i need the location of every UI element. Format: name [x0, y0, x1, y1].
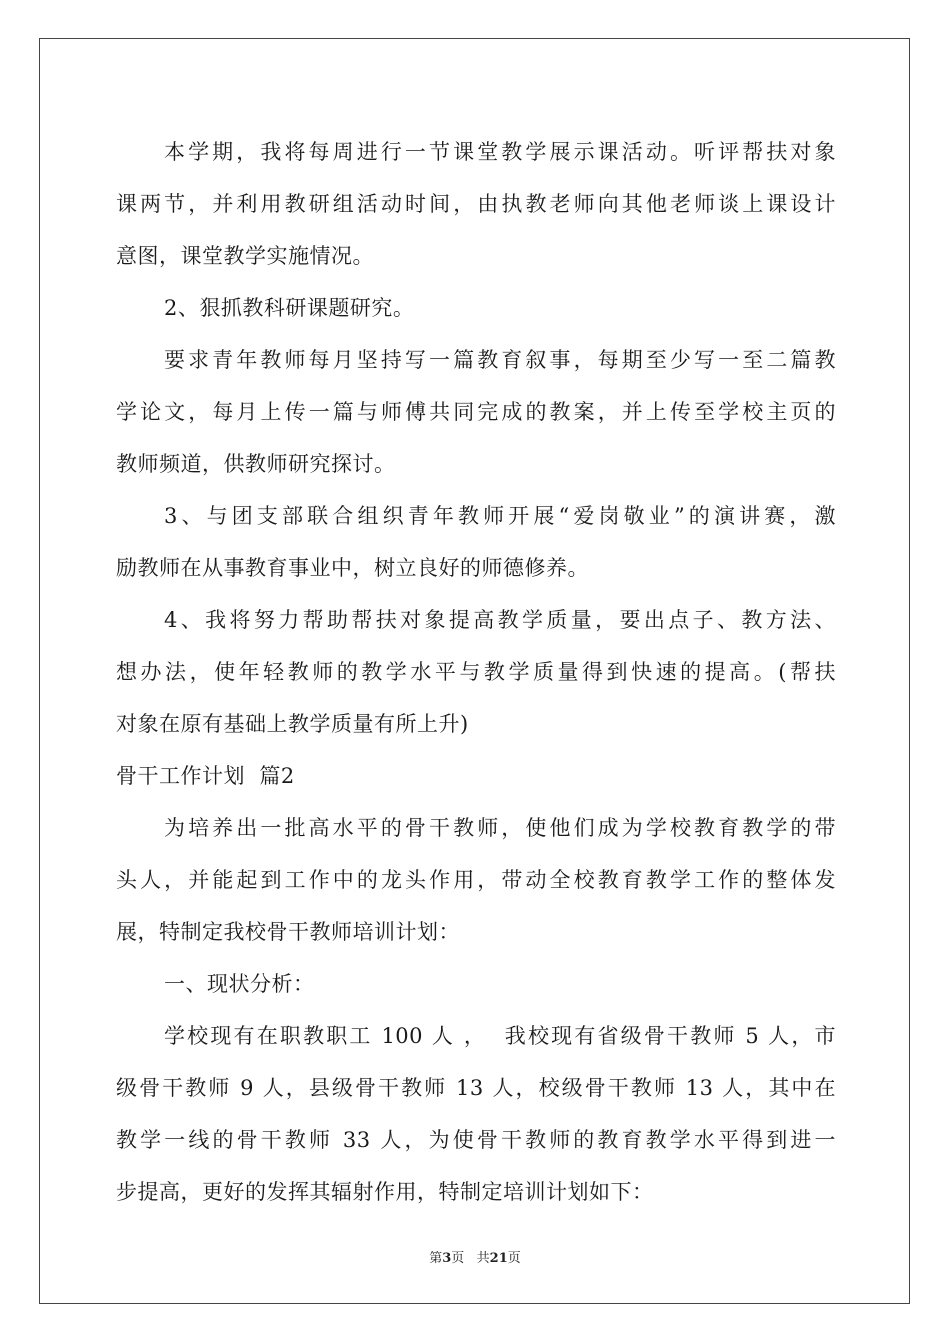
footer-middle: 页 共	[451, 1251, 490, 1266]
paragraph-line: 头人，并能起到工作中的龙头作用，带动全校教育教学工作的整体发	[116, 868, 836, 892]
total-page-number: 21	[489, 1251, 508, 1266]
paragraph-line: 教学一线的骨干教师 33 人，为使骨干教师的教育教学水平得到进一	[116, 1128, 836, 1152]
current-page-number: 3	[442, 1251, 452, 1266]
footer-prefix: 第	[429, 1251, 443, 1266]
paragraph-line: 教师频道，供教师研究探讨。	[116, 452, 396, 476]
paragraph-line: 本学期，我将每周进行一节课堂教学展示课活动。听评帮扶对象	[164, 140, 836, 164]
paragraph-line: 对象在原有基础上教学质量有所上升)	[116, 712, 469, 736]
paragraph-line: 学校现有在职教职工 100 人 ， 我校现有省级骨干教师 5 人，市	[164, 1024, 836, 1048]
subsection-heading: 一、现状分析：	[164, 972, 315, 996]
paragraph-line: 4、我将努力帮助帮扶对象提高教学质量，要出点子、教方法、	[164, 608, 836, 632]
paragraph-line: 要求青年教师每月坚持写一篇教育叙事，每期至少写一至二篇教	[164, 348, 836, 372]
paragraph-line: 学论文，每月上传一篇与师傅共同完成的教案，并上传至学校主页的	[116, 400, 836, 424]
section-heading: 骨干工作计划 篇2	[116, 764, 295, 788]
paragraph-line: 3、与团支部联合组织青年教师开展“爱岗敬业”的演讲赛，激	[164, 504, 836, 528]
footer-suffix: 页	[507, 1251, 521, 1266]
paragraph-line: 课两节，并利用教研组活动时间，由执教老师向其他老师谈上课设计	[116, 192, 836, 216]
list-item-heading: 2、狠抓教科研课题研究。	[164, 296, 415, 320]
paragraph-line: 想办法，使年轻教师的教学水平与教学质量得到快速的提高。(帮扶	[116, 660, 836, 684]
paragraph-line: 意图，课堂教学实施情况。	[116, 244, 374, 268]
paragraph-line: 展，特制定我校骨干教师培训计划：	[116, 920, 460, 944]
paragraph-line: 励教师在从事教育事业中，树立良好的师德修养。	[116, 556, 589, 580]
paragraph-line: 步提高，更好的发挥其辐射作用，特制定培训计划如下：	[116, 1180, 654, 1204]
page-footer	[0, 1247, 950, 1266]
paragraph-line: 为培养出一批高水平的骨干教师，使他们成为学校教育教学的带	[164, 816, 836, 840]
document-body	[116, 126, 836, 1218]
paragraph-line: 级骨干教师 9 人，县级骨干教师 13 人，校级骨干教师 13 人，其中在	[116, 1076, 836, 1100]
